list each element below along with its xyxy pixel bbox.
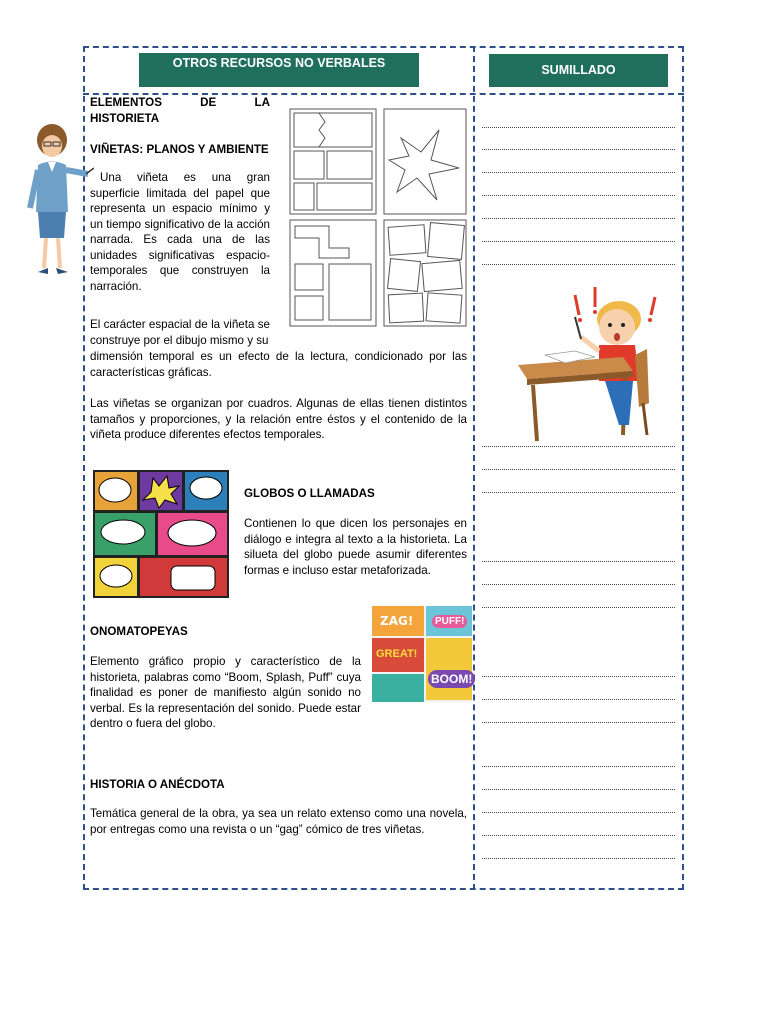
- historia-heading: HISTORIA O ANÉCDOTA: [90, 778, 225, 791]
- left-header-banner: [137, 51, 421, 89]
- onomatopoeia-illustration: [372, 606, 472, 702]
- sumillado-line[interactable]: [482, 858, 675, 859]
- globos-paragraph: Contienen lo que dicen los personajes en diálogo e integra al texto a la historieta. La silueta del globo puede asumir diferentes formas e incluso estar metaforizada.: [244, 517, 467, 577]
- onomatopeyas-paragraph: Elemento gráfico propio y característico de la historieta, palabras como “Boom, Splash, Puff” cuya finalidad es poner de manifiesto algún sonido no verbal. Es la representación del sonido. Puede estar dentro o fuera del globo.: [90, 655, 361, 730]
- sumillado-line[interactable]: [482, 241, 675, 242]
- teacher-illustration: [22, 120, 94, 280]
- sumillado-line[interactable]: [482, 149, 675, 150]
- right-header-title: SUMILLADO: [541, 63, 616, 77]
- sumillado-line[interactable]: [482, 264, 675, 265]
- boy-studying-illustration: [515, 285, 665, 445]
- sticker-puff: PUFF!: [432, 615, 467, 628]
- onomatopeyas-heading: ONOMATOPEYAS: [90, 625, 188, 638]
- sumillado-line[interactable]: [482, 766, 675, 767]
- elementos-heading: ELEMENTOS DE LA HISTORIETA: [90, 96, 270, 125]
- speech-balloons-illustration: [93, 470, 229, 598]
- sumillado-line[interactable]: [482, 492, 675, 493]
- left-header-title: OTROS RECURSOS NO VERBALES: [172, 56, 386, 70]
- sumillado-line[interactable]: [482, 676, 675, 677]
- sumillado-line[interactable]: [482, 218, 675, 219]
- sumillado-line[interactable]: [482, 446, 675, 447]
- sumillado-line[interactable]: [482, 835, 675, 836]
- sumillado-line[interactable]: [482, 172, 675, 173]
- vinetas-paragraph-2b: dimensión temporal es un efecto de la lectura, condicionado por las características gráficas.: [90, 350, 467, 379]
- vinetas-paragraph-3: Las viñetas se organizan por cuadros. Algunas de ellas tienen distintos tamaños y proporciones, y la relación entre éstos y el contenido de la viñeta produce diferentes efectos temporales.: [90, 397, 467, 441]
- vinetas-heading: VIÑETAS: PLANOS Y AMBIENTE: [90, 143, 269, 156]
- sumillado-line[interactable]: [482, 584, 675, 585]
- sumillado-line[interactable]: [482, 699, 675, 700]
- right-header-banner: [487, 52, 670, 89]
- sumillado-line[interactable]: [482, 607, 675, 608]
- globos-heading: GLOBOS O LLAMADAS: [244, 487, 375, 500]
- sumillado-line[interactable]: [482, 469, 675, 470]
- sticker-boom: BOOM!: [428, 670, 475, 688]
- sticker-great: GREAT!: [376, 648, 418, 660]
- sumillado-line[interactable]: [482, 195, 675, 196]
- sumillado-line[interactable]: [482, 789, 675, 790]
- vinetas-paragraph-2a: El carácter espacial de la viñeta se construye por el dibujo mismo y su: [90, 318, 270, 347]
- sumillado-line[interactable]: [482, 812, 675, 813]
- sumillado-line[interactable]: [482, 561, 675, 562]
- column-divider: [473, 46, 475, 890]
- historia-paragraph: Temática general de la obra, ya sea un relato extenso como una novela, por entregas como una revista o un “gag” cómico de tres viñetas.: [90, 807, 467, 836]
- sticker-zag: ZAG!: [380, 614, 414, 628]
- sumillado-line[interactable]: [482, 127, 675, 128]
- sumillado-line[interactable]: [482, 722, 675, 723]
- vinetas-paragraph-1: Una viñeta es una gran superficie limitada del papel que representa un espacio mínimo y un tiempo significativo de la acción narrada. Es cada una de las unidades significativas espacio-temporales que construyen la narración.: [90, 171, 270, 293]
- panel-layouts-illustration: [289, 108, 467, 328]
